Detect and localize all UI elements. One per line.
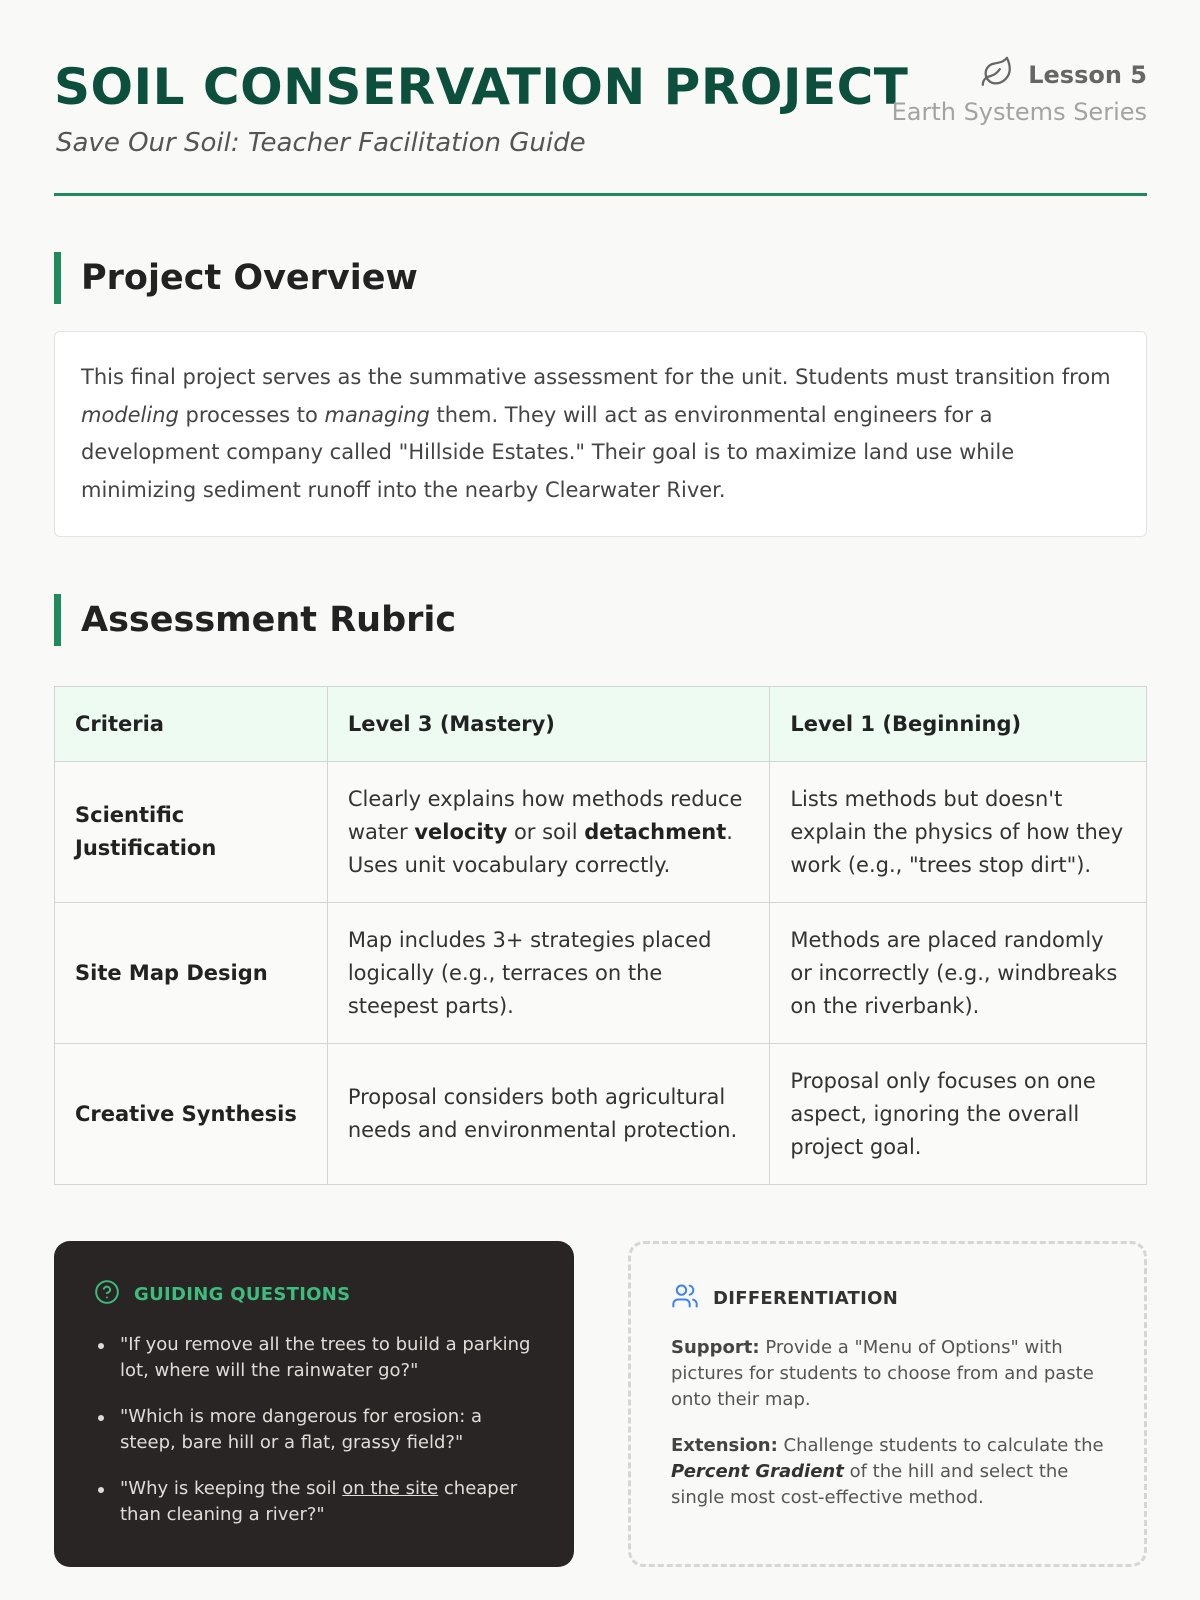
table-row [55, 1044, 1147, 1185]
lesson-label: Lesson 5 [1028, 61, 1147, 89]
mastery-cell: Proposal considers both agricultural needs and environmental protection. [327, 1044, 770, 1185]
list-item: "If you remove all the trees to build a parking lot, where will the rainwater go?" [94, 1332, 534, 1384]
beginning-cell: Methods are placed randomly or incorrectly (e.g., windbreaks on the riverbank). [770, 903, 1147, 1044]
differentiation-title: DIFFERENTIATION [713, 1288, 899, 1309]
support-paragraph [671, 1335, 1104, 1413]
mastery-cell [327, 762, 770, 903]
col-header-mastery: Level 3 (Mastery) [327, 687, 770, 762]
overview-text-2: processes to [178, 402, 325, 427]
criteria-cell: Creative Synthesis [55, 1044, 328, 1185]
question-text: "Why is keeping the soil [120, 1478, 343, 1499]
header [54, 58, 1147, 198]
extension-text: of the hill and select the single most cost-effective method. [671, 1461, 1069, 1508]
lesson-badge [980, 58, 1147, 92]
table-row [55, 762, 1147, 903]
page-title: SOIL CONSERVATION PROJECT [54, 58, 909, 116]
mastery-bold: velocity [414, 819, 508, 844]
overview-em-modeling: modeling [81, 402, 179, 427]
mastery-bold: detachment [584, 819, 727, 844]
leaf-icon [980, 55, 1014, 95]
users-icon [671, 1282, 699, 1315]
question-text: cheaper than cleaning a river?" [120, 1478, 518, 1525]
list-item [94, 1476, 534, 1528]
table-row [55, 903, 1147, 1044]
differentiation-card [628, 1241, 1147, 1567]
mastery-text: . Uses unit vocabulary correctly. [347, 819, 733, 877]
extension-emphasis: Percent Gradient [671, 1461, 844, 1482]
series-label: Earth Systems Series [891, 98, 1147, 126]
question-underline: on the site [342, 1478, 439, 1499]
mastery-cell: Map includes 3+ strategies placed logically (e.g., terraces on the steepest parts). [327, 903, 770, 1044]
list-item: "Which is more dangerous for erosion: a steep, bare hill or a flat, grassy field?" [94, 1404, 534, 1456]
mastery-text: or soil [507, 819, 585, 844]
header-divider [54, 193, 1147, 196]
extension-text: Challenge students to calculate the [777, 1435, 1104, 1456]
overview-text-3: them. They will act as environmental engineers for a development company called "Hillside Estates." Their goal is to maximize land use while minimizing sediment runoff into the nearby Clearwater River. [81, 402, 1015, 502]
mastery-text: Clearly explains how methods reduce water [347, 786, 743, 844]
support-label: Support: [671, 1337, 760, 1358]
page-subtitle: Save Our Soil: Teacher Facilitation Guide [56, 128, 586, 158]
rubric-table [54, 686, 1147, 1185]
col-header-beginning: Level 1 (Beginning) [770, 687, 1147, 762]
guiding-questions-header [94, 1279, 534, 1310]
overview-heading: Project Overview [54, 252, 418, 304]
overview-card [54, 331, 1147, 537]
rubric-heading: Assessment Rubric [54, 594, 456, 646]
guiding-questions-card [54, 1241, 574, 1567]
differentiation-header [671, 1282, 1104, 1315]
guiding-questions-list [94, 1332, 534, 1528]
overview-em-managing: managing [324, 402, 430, 427]
extension-paragraph [671, 1433, 1104, 1511]
col-header-criteria: Criteria [55, 687, 328, 762]
question-circle-icon [94, 1279, 120, 1310]
support-text: Provide a "Menu of Options" with pictures for students to choose from and paste onto their map. [671, 1337, 1094, 1410]
criteria-cell: Scientific Justification [55, 762, 328, 903]
beginning-cell: Lists methods but doesn't explain the physics of how they work (e.g., "trees stop dirt"). [770, 762, 1147, 903]
extension-label: Extension: [671, 1435, 778, 1456]
criteria-cell: Site Map Design [55, 903, 328, 1044]
guiding-questions-title: GUIDING QUESTIONS [134, 1284, 351, 1305]
beginning-cell: Proposal only focuses on one aspect, ignoring the overall project goal. [770, 1044, 1147, 1185]
rubric-header-row [55, 687, 1147, 762]
overview-text-1: This final project serves as the summative assessment for the unit. Students must transition from [81, 365, 1111, 389]
